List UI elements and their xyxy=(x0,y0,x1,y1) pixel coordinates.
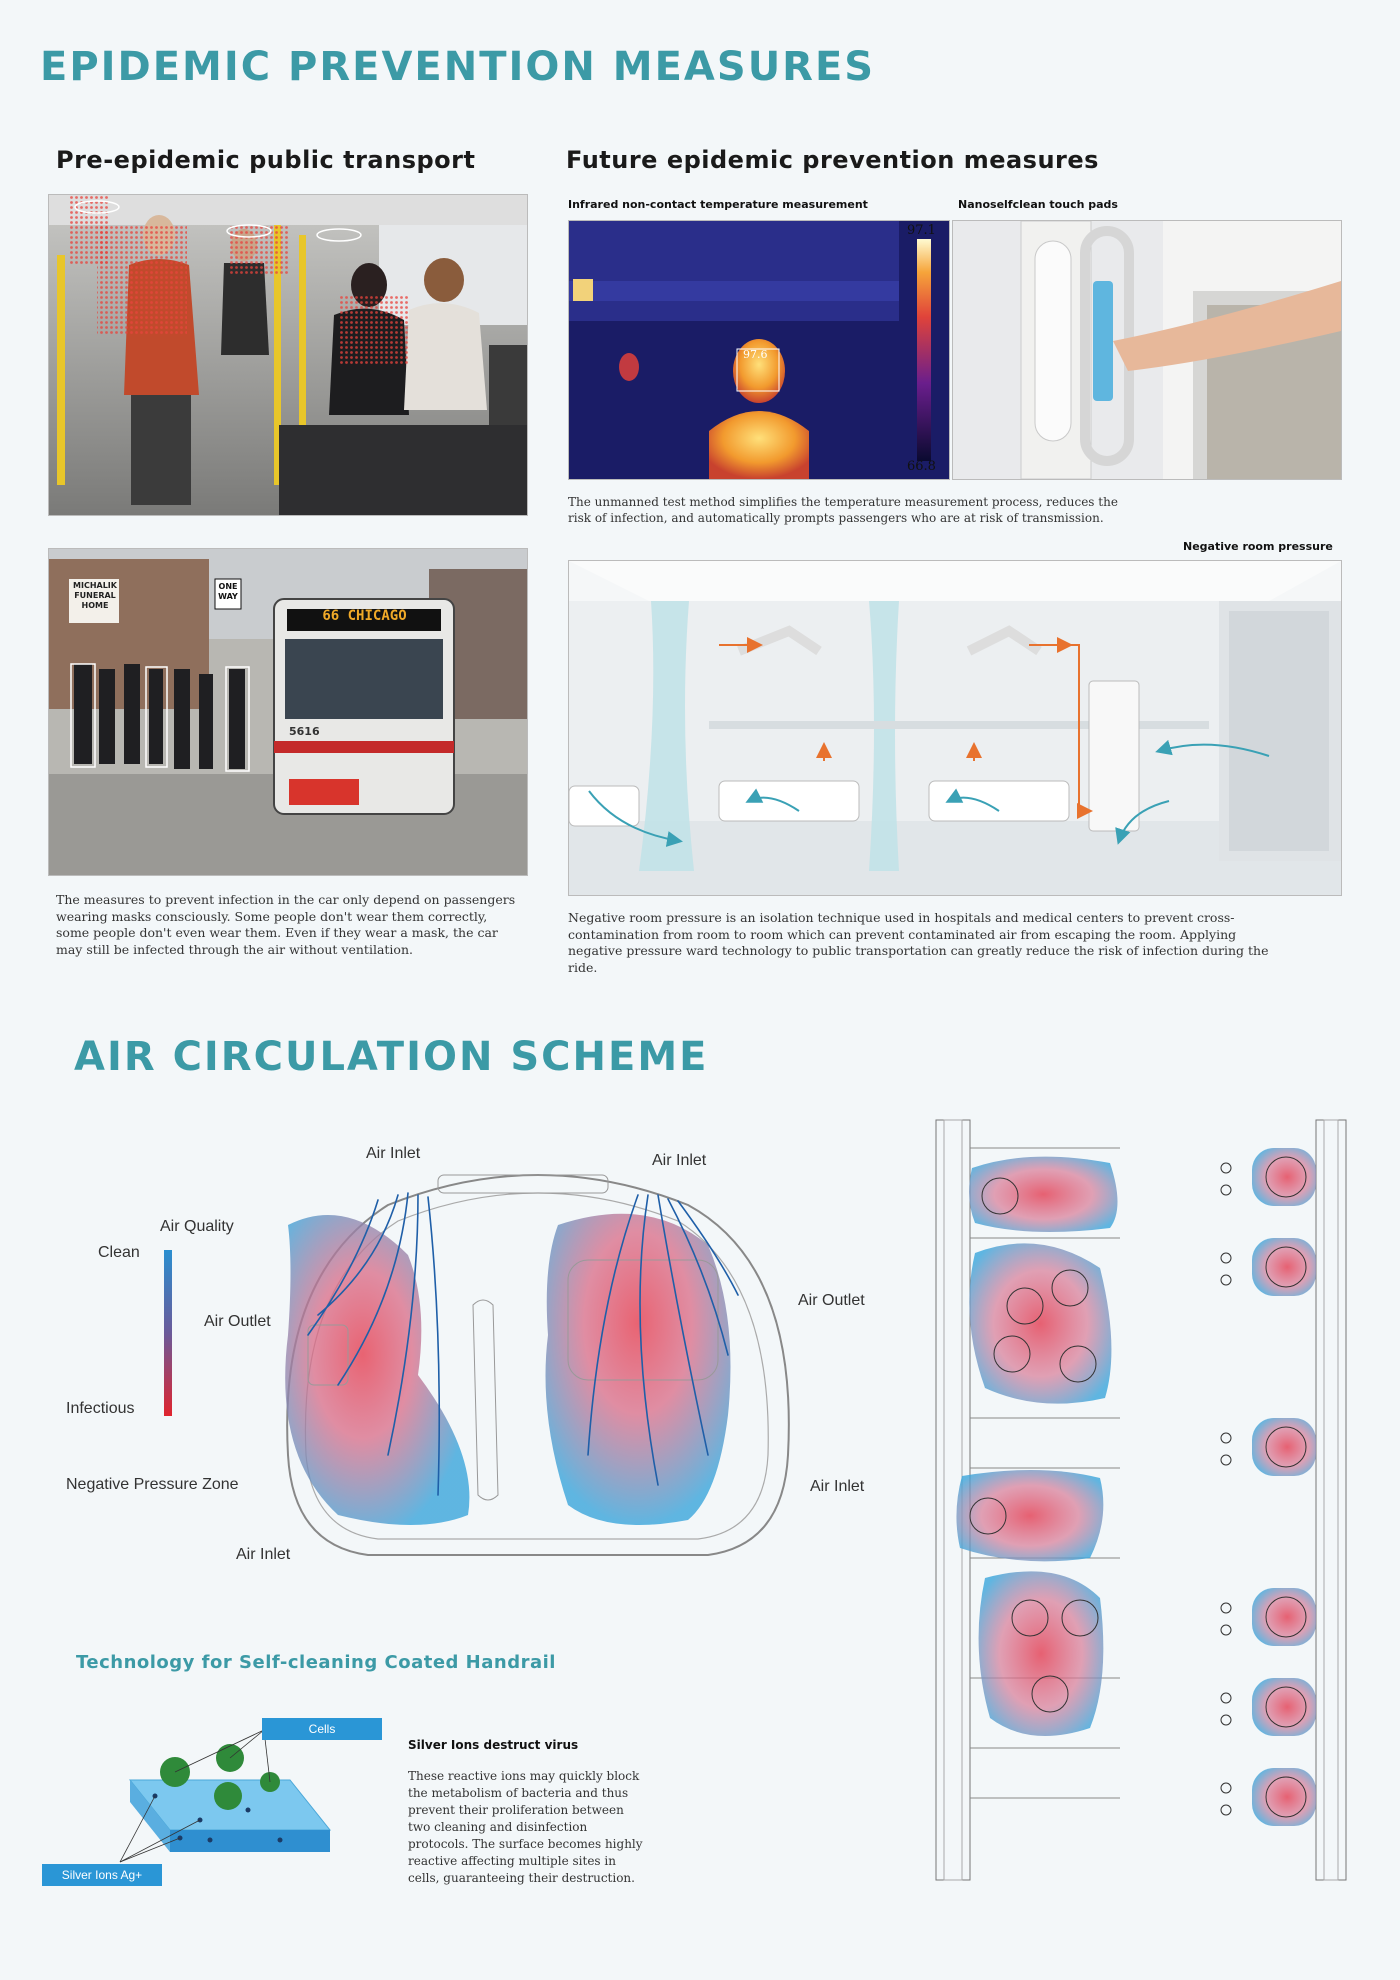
negative-pressure-zone-label: Negative Pressure Zone xyxy=(66,1476,239,1493)
bus-number: 5616 xyxy=(289,725,320,738)
silver-ions-heading: Silver Ions destruct virus xyxy=(408,1738,579,1752)
pre-epidemic-caption: The measures to prevent infection in the car only depend on passengers wearing masks consciously. Some people don't wear them correctly, some people don't even wear them. Even if they wear a mask, the car may still be infected through the air without ventilation. xyxy=(56,892,516,957)
bus-destination-sign: 66 CHICAGO xyxy=(322,608,407,624)
seating-plan-left xyxy=(930,1118,1130,1882)
air-inlet-top-right-label: Air Inlet xyxy=(652,1152,707,1169)
air-quality-legend-title: Air Quality xyxy=(160,1218,234,1235)
air-quality-gradient-bar xyxy=(164,1250,172,1416)
cells-tag: Cells xyxy=(262,1718,382,1740)
vehicle-cross-section-diagram xyxy=(268,1155,808,1595)
negative-pressure-description: Negative room pressure is an isolation technique used in hospitals and medical centers to prevent cross-contamination from room to room which can prevent contaminated air from escaping the room. Applying negative pressure ward technology to public transportation can greatly reduce the risk of infection during the ride. xyxy=(568,910,1269,975)
negative-pressure-ward-render xyxy=(568,560,1342,896)
bus-stop-photo xyxy=(48,548,528,876)
legend-clean-label: Clean xyxy=(98,1244,140,1261)
funeral-home-sign: MICHALIK FUNERAL HOME xyxy=(73,581,117,610)
thermal-scale-min: 66.8 xyxy=(907,459,936,474)
touch-pad-caption: Nanoselfclean touch pads xyxy=(958,198,1118,211)
thermal-caption: Infrared non-contact temperature measurement xyxy=(568,198,868,211)
bus-interior-photo xyxy=(48,194,528,516)
future-heading: Future epidemic prevention measures xyxy=(566,146,1099,174)
silver-ions-tag: Silver Ions Ag+ xyxy=(42,1864,162,1886)
thermal-description: The unmanned test method simplifies the temperature measurement process, reduces the risk of infection, and automatically prompts passengers who are at risk of transmission. xyxy=(568,495,1118,525)
pre-epidemic-heading: Pre-epidemic public transport xyxy=(56,146,476,174)
air-outlet-left-label: Air Outlet xyxy=(204,1313,271,1330)
air-circulation-title: AIR CIRCULATION SCHEME xyxy=(74,1034,709,1080)
silver-ions-description: These reactive ions may quickly block the metabolism of bacteria and thus prevent their proliferation between two cleaning and disinfection protocols. The surface becomes highly reactive affecting multiple sites in cells, guaranteeing their destruction. xyxy=(408,1769,643,1885)
negative-pressure-caption: Negative room pressure xyxy=(1183,540,1333,553)
one-way-sign: ONE WAY xyxy=(218,582,238,601)
air-inlet-bottom-left-label: Air Inlet xyxy=(236,1546,291,1563)
seating-plan-right xyxy=(1212,1118,1352,1882)
air-inlet-right-label: Air Inlet xyxy=(810,1478,865,1495)
air-inlet-top-left-label: Air Inlet xyxy=(366,1145,421,1162)
tech-title: Technology for Self-cleaning Coated Handrail xyxy=(76,1652,556,1673)
thermal-scale-max: 97.1 xyxy=(907,223,936,238)
page-title: EPIDEMIC PREVENTION MEASURES xyxy=(40,44,876,90)
thermal-camera-image xyxy=(568,220,950,480)
thermal-reading: 97.6 xyxy=(743,348,768,361)
air-outlet-right-label: Air Outlet xyxy=(798,1292,865,1309)
touch-pad-image xyxy=(952,220,1342,480)
legend-infectious-label: Infectious xyxy=(66,1400,135,1417)
